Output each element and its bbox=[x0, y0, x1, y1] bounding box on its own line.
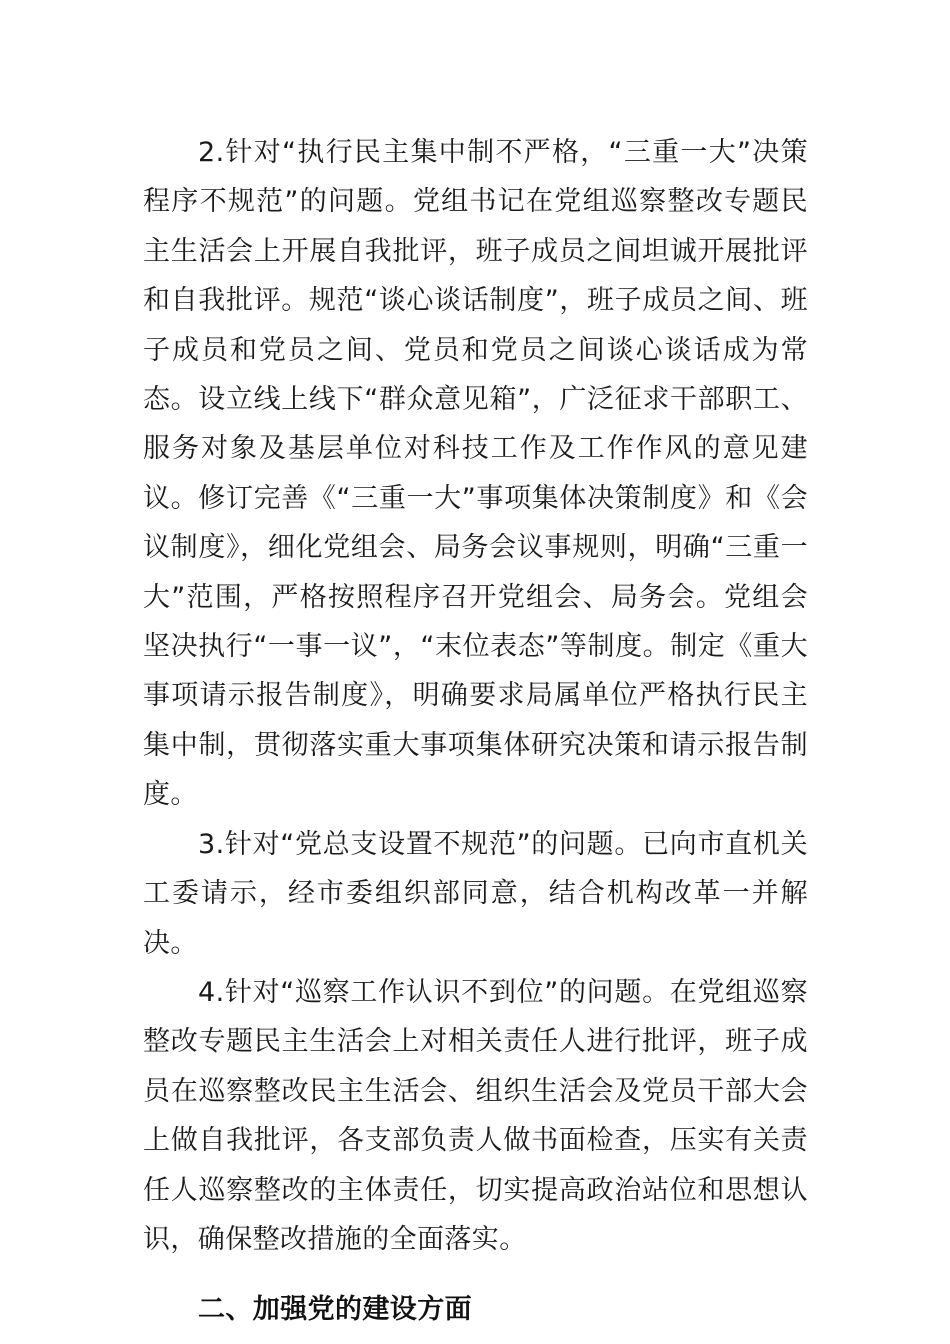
document-body bbox=[143, 128, 808, 1335]
paragraph-item-2: 2.针对“执行民主集中制不严格，“三重一大”决策程序不规范”的问题。党组书记在党组巡察整改专题民主生活会上开展自我批评，班子成员之间坦诚开展批评和自我批评。规范“谈心谈话制度”，班子成员之间、班子成员和党员之间、党员和党员之间谈心谈话成为常态。设立线上线下“群众意见箱”，广泛征求干部职工、服务对象及基层单位对科技工作及工作作风的意见建议。修订完善《“三重一大”事项集体决策制度》和《会议制度》，细化党组会、局务会议事规则，明确“三重一大”范围，严格按照程序召开党组会、局务会。党组会坚决执行“一事一议”，“末位表态”等制度。制定《重大事项请示报告制度》，明确要求局属单位严格执行民主集中制，贯彻落实重大事项集体研究决策和请示报告制度。 bbox=[143, 137, 808, 811]
section-heading: 二、加强党的建设方面 bbox=[198, 1294, 472, 1326]
paragraph-item-3: 3.针对“党总支设置不规范”的问题。已向市直机关工委请示，经市委组织部同意，结合机构改革一并解决。 bbox=[143, 828, 808, 959]
paragraph-item-4: 4.针对“巡察工作认识不到位”的问题。在党组巡察整改专题民主生活会上对相关责任人进行批评，班子成员在巡察整改民主生活会、组织生活会及党员干部大会上做自我批评，各支部负责人做书面检查，压实有关责任人巡察整改的主体责任，切实提高政治站位和思想认识，确保整改措施的全面落实。 bbox=[143, 976, 808, 1255]
